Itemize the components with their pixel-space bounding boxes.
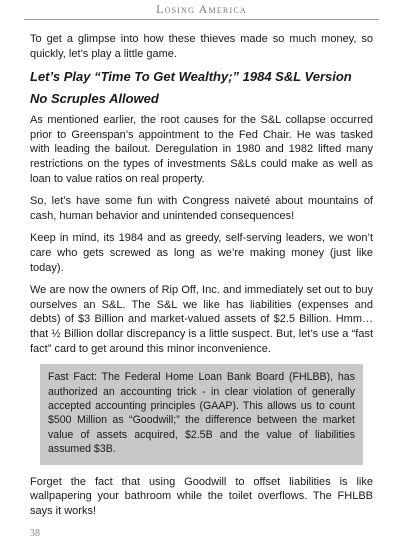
- page-number: 38: [30, 528, 40, 539]
- paragraph-rip-off: We are now the owners of Rip Off, Inc. and immediately set out to buy ourselves an S&L. The S&L we like has liabilities (expenses and debts) of $3 Billion and market-valued assets of $2.5 Billion. Hmm…that ½ Billion dollar discrepancy is a little suspect. But, let’s use a “fast fact” card to get around this minor inconvenience.: [30, 284, 373, 355]
- fast-fact-text: Fast Fact: The Federal Home Loan Bank Board (FHLBB), has authorized an accounting trick - in clear violation of generally accepted accounting principles (GAAP). This allows us to count $500 Million as “Goodwill;” the difference between the market value of assets acquired, $2.5B and the value of liabilities assumed $3B.: [48, 371, 355, 456]
- paragraph-goodwill: Forget the fact that using Goodwill to offset liabilities is like wallpapering your bathroom while the toilet overflows. The FHLBB says it works!: [30, 475, 373, 517]
- running-header: Losing America: [156, 2, 247, 16]
- fast-fact-callout: [40, 364, 363, 464]
- header-divider: [24, 19, 379, 20]
- section-subheading: No Scruples Allowed: [30, 91, 159, 107]
- paragraph-1984: Keep in mind, its 1984 and as greedy, self-serving leaders, we won’t care who gets screwed as long as we’re making money (just like today).: [30, 232, 373, 274]
- intro-paragraph: To get a glimpse into how these thieves made so much money, so quickly, let’s play a little game.: [30, 33, 373, 60]
- section-heading: Let’s Play “Time To Get Wealthy;” 1984 S&L Version: [30, 69, 352, 85]
- page-body: [30, 32, 373, 526]
- paragraph-root-causes: As mentioned earlier, the root causes for the S&L collapse occurred prior to Greenspan’s appointment to the Fed Chair. He was tasked with leading the bailout. Deregulation in 1980 and 1982 lifted many restrictions on the types of investments S&Ls could make as well as loan to value ratios on real property.: [30, 114, 373, 185]
- paragraph-congress: So, let’s have some fun with Congress naiveté about mountains of cash, human behavior and unintended consequences!: [30, 195, 373, 222]
